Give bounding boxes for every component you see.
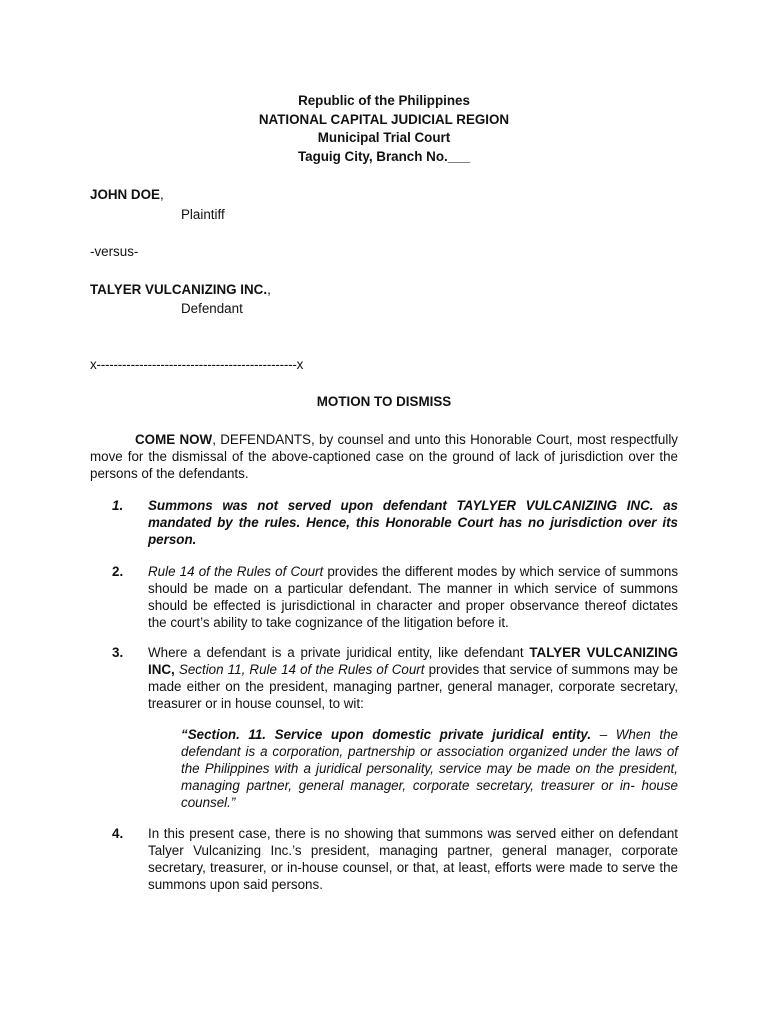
- item-4-text: In this present case, there is no showing that summons was served either on defendant Talyer Vulcanizing Inc.’s president, managing partner, general manager, corporate secretary, treasurer, or in-house counsel, or that, at least, efforts were made to serve the summons upon said persons.: [148, 826, 678, 892]
- header-branch: Taguig City, Branch No.___: [297, 148, 471, 164]
- item-3-body-b: provides that service of summons may be made either on the president, managing partner, general manager, corporate secretary, treasurer or in house counsel, to wit:: [148, 662, 678, 711]
- item-2-text: [148, 563, 678, 631]
- header-republic: Republic of the Philippines: [298, 93, 470, 108]
- item-3-section-ref: Section 11, Rule 14 of the Rules of Court: [174, 662, 425, 677]
- plaintiff-name: JOHN DOE: [90, 187, 160, 202]
- defendant-name: TALYER VULCANIZING INC.: [90, 282, 268, 297]
- header-region: NATIONAL CAPITAL JUDICIAL REGION: [258, 111, 510, 127]
- quote-open-mark: “: [181, 727, 188, 742]
- item-3-defendant: TALYER VULCANIZING INC,: [148, 645, 678, 677]
- item-3-body-a: Where a defendant is a private juridical entity, like defendant: [148, 645, 530, 660]
- caption-separator: x-----------------------------------------------x: [90, 357, 304, 372]
- item-2-number: 2.: [112, 564, 124, 579]
- court-header: [0, 92, 768, 166]
- defendant-name-line: [90, 281, 271, 298]
- header-court: Municipal Trial Court: [317, 130, 451, 145]
- plaintiff-name-line: [90, 186, 164, 203]
- intro-paragraph: [90, 431, 678, 482]
- plaintiff-comma: ,: [159, 187, 164, 202]
- motion-title: MOTION TO DISMISS: [316, 394, 452, 409]
- versus-label: -versus-: [90, 244, 139, 259]
- item-3-text: [148, 644, 678, 712]
- quote-body: – When the defendant is a corporation, partnership or association organized under the laws of the Philippines with a juridical personality, service may be made on the president, managing partner, general manager, corporate secretary, treasurer or in- house counsel.”: [181, 727, 678, 810]
- item-2-body: provides the different modes by which service of summons should be made on a particular defendant. The manner in which service of summons should be effected is jurisdictional in character and proper observance thereof dictates the court’s ability to take cognizance of the litigation before it.: [148, 564, 679, 630]
- quote-heading: Section. 11. Service upon domestic private juridical entity.: [187, 727, 592, 742]
- intro-lead: COME NOW: [135, 432, 213, 447]
- item-4-number: 4.: [112, 826, 124, 841]
- section-11-quote: [181, 726, 678, 811]
- intro-text: , DEFENDANTS, by counsel and unto this Honorable Court, most respectfully move for the dismissal of the above-captioned case on the ground of lack of jurisdiction over the persons of the defendants.: [90, 432, 678, 481]
- defendant-comma: ,: [267, 282, 271, 297]
- item-1-text: Summons was not served upon defendant TAYLYER VULCANIZING INC. as mandated by the rules. Hence, this Honorable Court has no jurisdiction over its person.: [148, 498, 678, 547]
- item-3-number: 3.: [112, 645, 124, 660]
- item-1-number: 1.: [112, 498, 124, 513]
- item-2-rule-ref: Rule 14 of the Rules of Court: [148, 564, 324, 579]
- plaintiff-role: Plaintiff: [181, 207, 225, 222]
- defendant-role: Defendant: [181, 301, 243, 316]
